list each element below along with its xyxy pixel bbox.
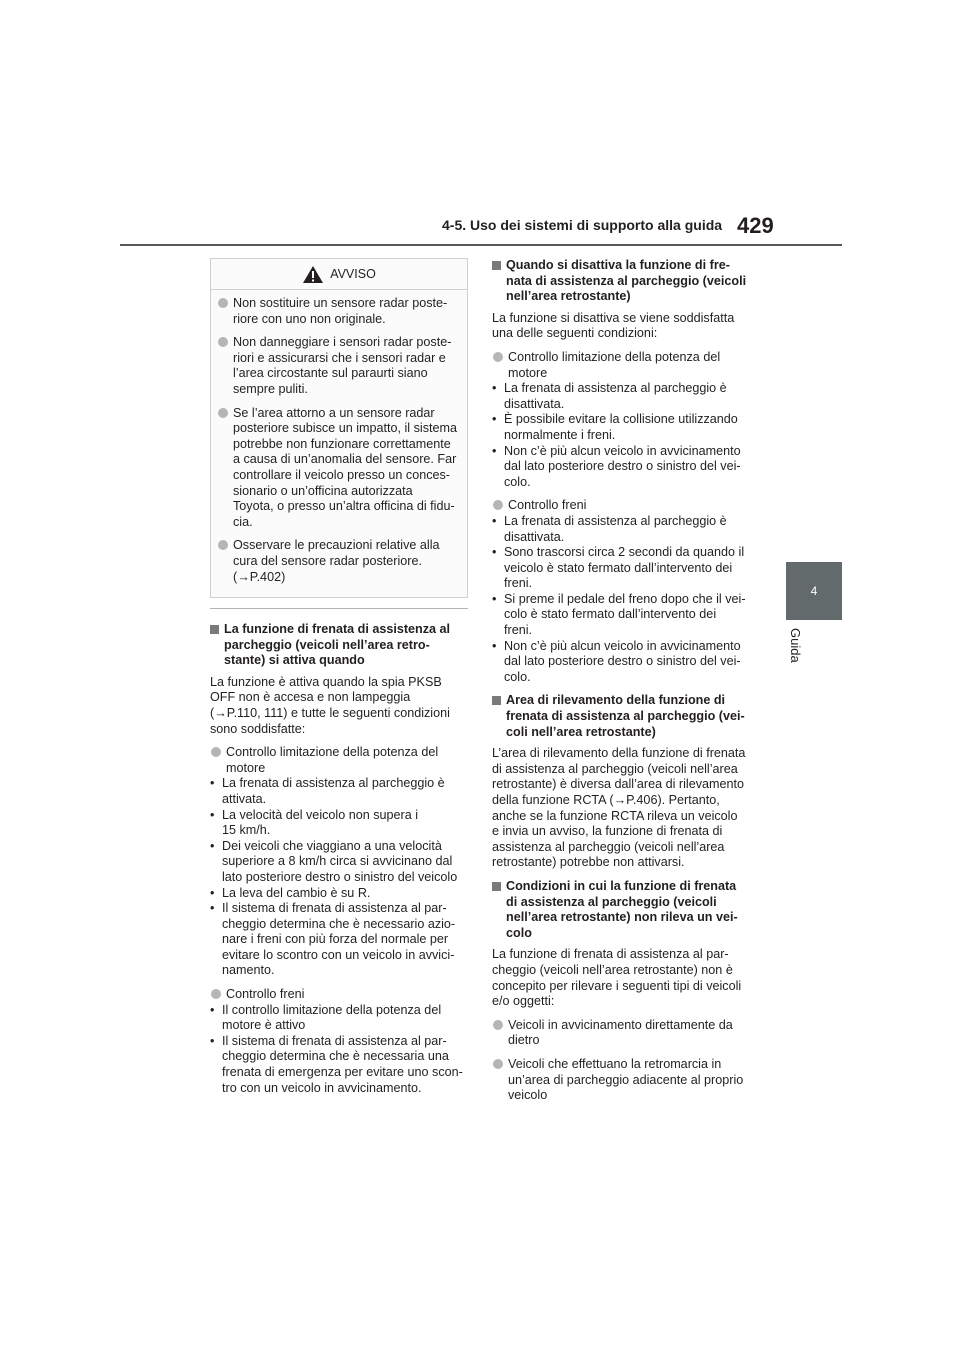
text-line: 15 km/h. xyxy=(222,823,271,838)
bullet-mark: • xyxy=(210,838,215,853)
list-item xyxy=(210,901,468,979)
text-line: cheggio (veicoli nell’area retrostante) non è xyxy=(492,962,733,977)
text-line: freni. xyxy=(504,623,532,638)
text-line: Veicoli in avvicinamento direttamente da xyxy=(508,1017,733,1032)
text-line: La funzione di frenata di assistenza al par- xyxy=(492,947,729,962)
text-line: Se l’area attorno a un sensore radar xyxy=(233,405,435,420)
list-item xyxy=(210,776,468,807)
text-line: L’area di rilevamento della funzione di frenata xyxy=(492,746,746,761)
chapter-tab[interactable]: 4 xyxy=(786,562,842,620)
list-item-text xyxy=(222,901,468,979)
section-square-icon xyxy=(492,882,501,891)
text-line: della funzione RCTA (→P.406). Pertanto, xyxy=(492,793,720,807)
object-item xyxy=(492,1018,754,1049)
warning-item xyxy=(217,538,459,585)
text-line: potrebbe non funzionare correttamente xyxy=(233,436,451,451)
text-line: Non danneggiare i sensori radar poste- xyxy=(233,335,452,350)
text-line: Non c’è più alcun veicolo in avvicinamento xyxy=(504,638,741,653)
warning-list xyxy=(211,290,467,585)
text-line: e invia un avviso, la funzione di frenata di xyxy=(492,824,723,839)
warning-box xyxy=(210,258,468,598)
bullet-dot-icon xyxy=(218,337,228,347)
bullet-dot-icon xyxy=(218,540,228,550)
text-line: È possibile evitare la collisione utilizzando xyxy=(504,412,738,427)
warning-item xyxy=(217,406,459,531)
text-line: controllare il veicolo presso un conces- xyxy=(233,467,450,482)
text-line: di assistenza al parcheggio (veicoli nell’area xyxy=(492,761,738,776)
warning-item xyxy=(217,296,459,327)
list-item-text xyxy=(222,1003,468,1034)
text-line: La velocità del veicolo non supera i xyxy=(222,807,419,822)
list-item xyxy=(492,639,754,686)
text-line: Non sostituire un sensore radar poste- xyxy=(233,296,448,310)
list-item-text xyxy=(504,639,754,686)
section-heading xyxy=(210,622,468,669)
text-line: Controllo freni xyxy=(226,987,305,1002)
bullet-mark: • xyxy=(492,443,497,458)
text-line: riori e assicurarsi che i sensori radar e xyxy=(233,350,446,365)
text-line: cheggio determina che è necessario azio- xyxy=(222,916,456,931)
list-item-text xyxy=(504,444,754,491)
text-line: colo xyxy=(506,925,532,940)
text-line: colo è stato fermato dall’intervento dei xyxy=(504,607,717,622)
text-line: motore xyxy=(226,760,266,775)
list-item xyxy=(210,839,468,886)
condition-list xyxy=(210,776,468,979)
text-line: namento. xyxy=(222,963,275,978)
list-item xyxy=(492,545,754,592)
list-item-text xyxy=(504,514,754,545)
list-item xyxy=(210,1034,468,1096)
text-line: La funzione di frenata di assistenza al xyxy=(224,622,451,636)
bullet-mark: • xyxy=(492,545,497,560)
text-line: La funzione è attiva quando la spia PKSB xyxy=(210,674,442,689)
text-line: colo. xyxy=(504,669,531,684)
text-line: La frenata di assistenza al parcheggio è xyxy=(222,776,445,791)
text-line: Il sistema di frenata di assistenza al par- xyxy=(222,901,447,916)
text-line: a causa di un’anomalia del sensore. Far xyxy=(233,452,457,467)
section-square-icon xyxy=(210,625,219,634)
text-line: cura del sensore radar posteriore. xyxy=(233,553,423,568)
text-line: posteriore subisce un impatto, il sistema xyxy=(233,421,457,436)
text-line: La funzione si disattiva se viene soddisfatta xyxy=(492,310,735,325)
header-divider xyxy=(120,244,842,246)
text-line: e/o oggetti: xyxy=(492,994,555,1009)
bullet-mark: • xyxy=(210,1002,215,1017)
list-item-text xyxy=(504,412,754,443)
list-item xyxy=(492,592,754,639)
text-line: (→P.110, 111) e tutte le seguenti condizioni xyxy=(210,705,450,720)
list-item xyxy=(210,1003,468,1034)
text-line: evitare lo scontro con un veicolo in avvici- xyxy=(222,947,455,962)
text-line: dietro xyxy=(508,1033,540,1048)
bullet-mark: • xyxy=(492,591,497,606)
text-line: OFF non è accesa e non lampeggia xyxy=(210,690,411,705)
bullet-mark: • xyxy=(492,638,497,653)
list-item-text xyxy=(222,808,468,839)
condition-group xyxy=(210,987,468,1003)
list-item xyxy=(492,412,754,443)
bullet-dot-icon xyxy=(218,298,228,308)
bullet-dot-icon xyxy=(211,747,221,757)
text-line: Controllo limitazione della potenza del xyxy=(508,349,721,364)
warning-heading: AVVISO xyxy=(330,267,376,281)
text-line: superiore a 8 km/h circa si avvicinano dal xyxy=(222,854,453,869)
bullet-mark: • xyxy=(210,1033,215,1048)
text-line: La frenata di assistenza al parcheggio è xyxy=(504,381,727,396)
warning-divider xyxy=(210,608,468,609)
page-number: 429 xyxy=(737,213,774,238)
paragraph xyxy=(492,746,754,871)
list-item-text xyxy=(504,381,754,412)
text-line: Condizioni in cui la funzione di frenata xyxy=(506,878,737,893)
condition-group xyxy=(210,745,468,776)
text-line: sono soddisfatte: xyxy=(210,721,306,736)
condition-list xyxy=(210,1003,468,1097)
warning-header xyxy=(211,259,467,290)
bullet-mark: • xyxy=(492,412,497,427)
right-column xyxy=(492,258,754,1112)
text-line: cheggio determina che è necessaria una xyxy=(222,1049,449,1064)
text-line: La frenata di assistenza al parcheggio è xyxy=(504,513,727,528)
list-item-text xyxy=(222,886,468,902)
text-line: (→P.402) xyxy=(233,569,286,584)
text-line: Osservare le precauzioni relative alla xyxy=(233,538,440,553)
text-line: retrostante) è diversa dall’area di rilevamento xyxy=(492,777,744,792)
text-line: nell’area retrostante) xyxy=(506,289,631,304)
bullet-mark: • xyxy=(210,776,215,791)
list-item-text xyxy=(222,839,468,886)
bullet-dot-icon xyxy=(493,352,503,362)
list-item-text xyxy=(222,1034,468,1096)
left-column xyxy=(210,622,468,1096)
text-line: nell’area retrostante) non rileva un vei- xyxy=(506,910,738,925)
object-item xyxy=(492,1057,754,1104)
text-line: Il sistema di frenata di assistenza al par- xyxy=(222,1033,447,1048)
section-heading xyxy=(492,693,754,740)
paragraph xyxy=(210,675,468,737)
text-line: motore è attivo xyxy=(222,1018,306,1033)
text-line: nata di assistenza al parcheggio (veicoli xyxy=(506,273,747,288)
list-item xyxy=(210,886,468,902)
bullet-mark: • xyxy=(210,885,215,900)
paragraph xyxy=(492,311,754,342)
text-line: disattivata. xyxy=(504,396,565,411)
text-line: sionario o un’officina autorizzata xyxy=(233,483,413,498)
bullet-dot-icon xyxy=(493,500,503,510)
text-line: Dei veicoli che viaggiano a una velocità xyxy=(222,838,442,853)
text-line: veicolo xyxy=(508,1088,548,1103)
bullet-mark: • xyxy=(492,513,497,528)
text-line: Si preme il pedale del freno dopo che il vei- xyxy=(504,591,746,606)
text-line: anche se la funzione RCTA rileva un veicolo xyxy=(492,808,738,823)
text-line: Veicoli che effettuano la retromarcia in xyxy=(508,1056,722,1071)
condition-list xyxy=(492,381,754,490)
text-line: un’area di parcheggio adiacente al proprio xyxy=(508,1072,744,1087)
condition-group xyxy=(492,498,754,514)
text-line: sempre puliti. xyxy=(233,381,308,396)
list-item xyxy=(492,514,754,545)
bullet-dot-icon xyxy=(218,408,228,418)
section-square-icon xyxy=(492,696,501,705)
text-line: Controllo freni xyxy=(508,498,587,513)
bullet-mark: • xyxy=(492,381,497,396)
list-item xyxy=(210,808,468,839)
text-line: Controllo limitazione della potenza del xyxy=(226,745,439,760)
text-line: l’area circostante sul paraurti siano xyxy=(233,366,428,381)
text-line: colo. xyxy=(504,474,531,489)
text-line: freni. xyxy=(504,576,532,591)
text-line: cia. xyxy=(233,514,253,529)
list-item-text xyxy=(222,776,468,807)
text-line: Area di rilevamento della funzione di xyxy=(506,693,726,708)
text-line: coli nell’area retrostante) xyxy=(506,724,656,739)
text-line: dal lato posteriore destro o sinistro del vei- xyxy=(504,654,741,669)
bullet-mark: • xyxy=(210,901,215,916)
text-line: di assistenza al parcheggio (veicoli xyxy=(506,894,717,909)
section-title: 4-5. Uso dei sistemi di supporto alla guida xyxy=(442,217,723,233)
condition-group xyxy=(492,350,754,381)
section-heading xyxy=(492,258,754,305)
text-line: stante) si attiva quando xyxy=(224,653,365,668)
warning-triangle-icon xyxy=(302,265,324,284)
text-line: Sono trascorsi circa 2 secondi da quando il xyxy=(504,545,745,560)
text-line: tro con un veicolo in avvicinamento. xyxy=(222,1080,422,1095)
text-line: dal lato posteriore destro o sinistro del vei- xyxy=(504,459,741,474)
text-line: retrostante) potrebbe non attivarsi. xyxy=(492,855,685,870)
text-line: Il controllo limitazione della potenza del xyxy=(222,1002,442,1017)
text-line: frenata di assistenza al parcheggio (vei- xyxy=(506,709,745,724)
text-line: riore con uno non originale. xyxy=(233,311,386,326)
text-line: normalmente i freni. xyxy=(504,427,616,442)
text-line: Quando si disattiva la funzione di fre- xyxy=(506,258,730,272)
text-line: concepito per rilevare i seguenti tipi di veicoli xyxy=(492,978,742,993)
list-item-text xyxy=(504,592,754,639)
warning-item xyxy=(217,335,459,397)
list-item-text xyxy=(504,545,754,592)
bullet-dot-icon xyxy=(211,989,221,999)
section-square-icon xyxy=(492,261,501,270)
list-item xyxy=(492,381,754,412)
text-line: assistenza al parcheggio (veicoli nell’area xyxy=(492,839,725,854)
text-line: La leva del cambio è su R. xyxy=(222,885,371,900)
text-line: lato posteriore destro o sinistro del veicolo xyxy=(222,869,458,884)
paragraph xyxy=(492,947,754,1009)
text-line: frenata di emergenza per evitare uno scon- xyxy=(222,1065,463,1080)
section-heading xyxy=(492,879,754,941)
text-line: attivata. xyxy=(222,791,267,806)
text-line: veicolo è stato fermato dall’intervento dei xyxy=(504,560,733,575)
list-item xyxy=(492,444,754,491)
text-line: disattivata. xyxy=(504,529,565,544)
text-line: Non c’è più alcun veicolo in avvicinamento xyxy=(504,443,741,458)
text-line: nare i freni con più forza del normale per xyxy=(222,932,449,947)
bullet-dot-icon xyxy=(493,1059,503,1069)
bullet-dot-icon xyxy=(493,1020,503,1030)
chapter-label: Guida xyxy=(788,628,803,663)
condition-list xyxy=(492,514,754,686)
text-line: motore xyxy=(508,365,548,380)
bullet-mark: • xyxy=(210,807,215,822)
text-line: parcheggio (veicoli nell’area retro- xyxy=(224,637,430,652)
text-line: Toyota, o presso un’altra officina di fidu- xyxy=(233,499,455,514)
text-line: una delle seguenti condizioni: xyxy=(492,326,658,341)
